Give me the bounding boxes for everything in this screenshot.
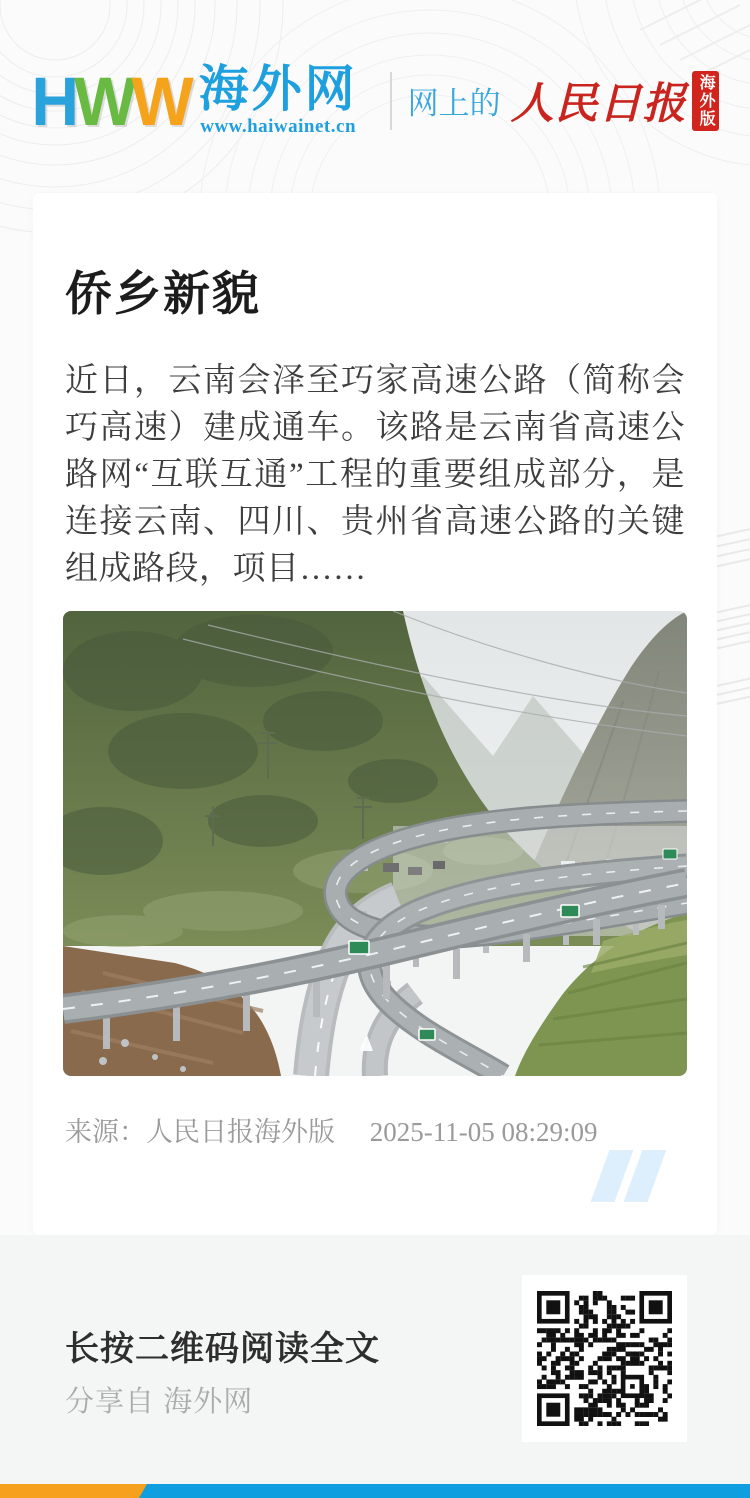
site-name: 海外网	[198, 61, 358, 117]
share-from-text: 分享自 海外网	[65, 1386, 254, 1418]
logo-letter-w2: W	[131, 62, 189, 139]
footer-accent-bar	[0, 1484, 750, 1498]
header-divider	[390, 72, 392, 130]
publish-timestamp: 2025-11-05 08:29:09	[369, 1117, 598, 1147]
logo-letter-w1: W	[74, 62, 132, 139]
site-url: www.haiwainet.cn	[200, 116, 357, 137]
source-name: 人民日报海外版	[146, 1117, 335, 1147]
article-excerpt: 近日，云南会泽至巧家高速公路（简称会巧高速）建成通车。该路是云南省高速公路网“互联互通”工程的重要组成部分，是连接云南、四川、贵州省高速公路的关键组成路段，项目……	[65, 363, 685, 587]
peoples-daily-wordmark: 人民日报	[510, 81, 687, 128]
article-title: 侨乡新貌	[65, 269, 261, 321]
source-label: 来源：	[65, 1117, 146, 1147]
accent-bar-orange	[0, 1484, 160, 1498]
slogan-prefix: 网上的	[407, 86, 501, 121]
slogan-block	[408, 70, 719, 131]
qr-code[interactable]	[537, 1291, 672, 1426]
qr-code-box[interactable]	[522, 1275, 687, 1442]
highway-photo-illustration	[63, 611, 687, 1076]
overseas-edition-badge: 海外版	[692, 71, 719, 131]
article-photo	[63, 611, 687, 1076]
logo-letter-h: H	[31, 62, 75, 139]
hww-logo[interactable]	[31, 62, 189, 139]
qr-hint-text: 长按二维码阅读全文	[65, 1331, 380, 1368]
footer-section	[0, 1235, 750, 1484]
header-brand-bar	[0, 0, 750, 193]
quote-slashes-decoration	[591, 1150, 657, 1202]
article-meta	[65, 1110, 685, 1149]
article-card	[33, 193, 717, 1235]
footer-text-block	[65, 1321, 380, 1420]
site-name-block[interactable]	[199, 63, 358, 138]
